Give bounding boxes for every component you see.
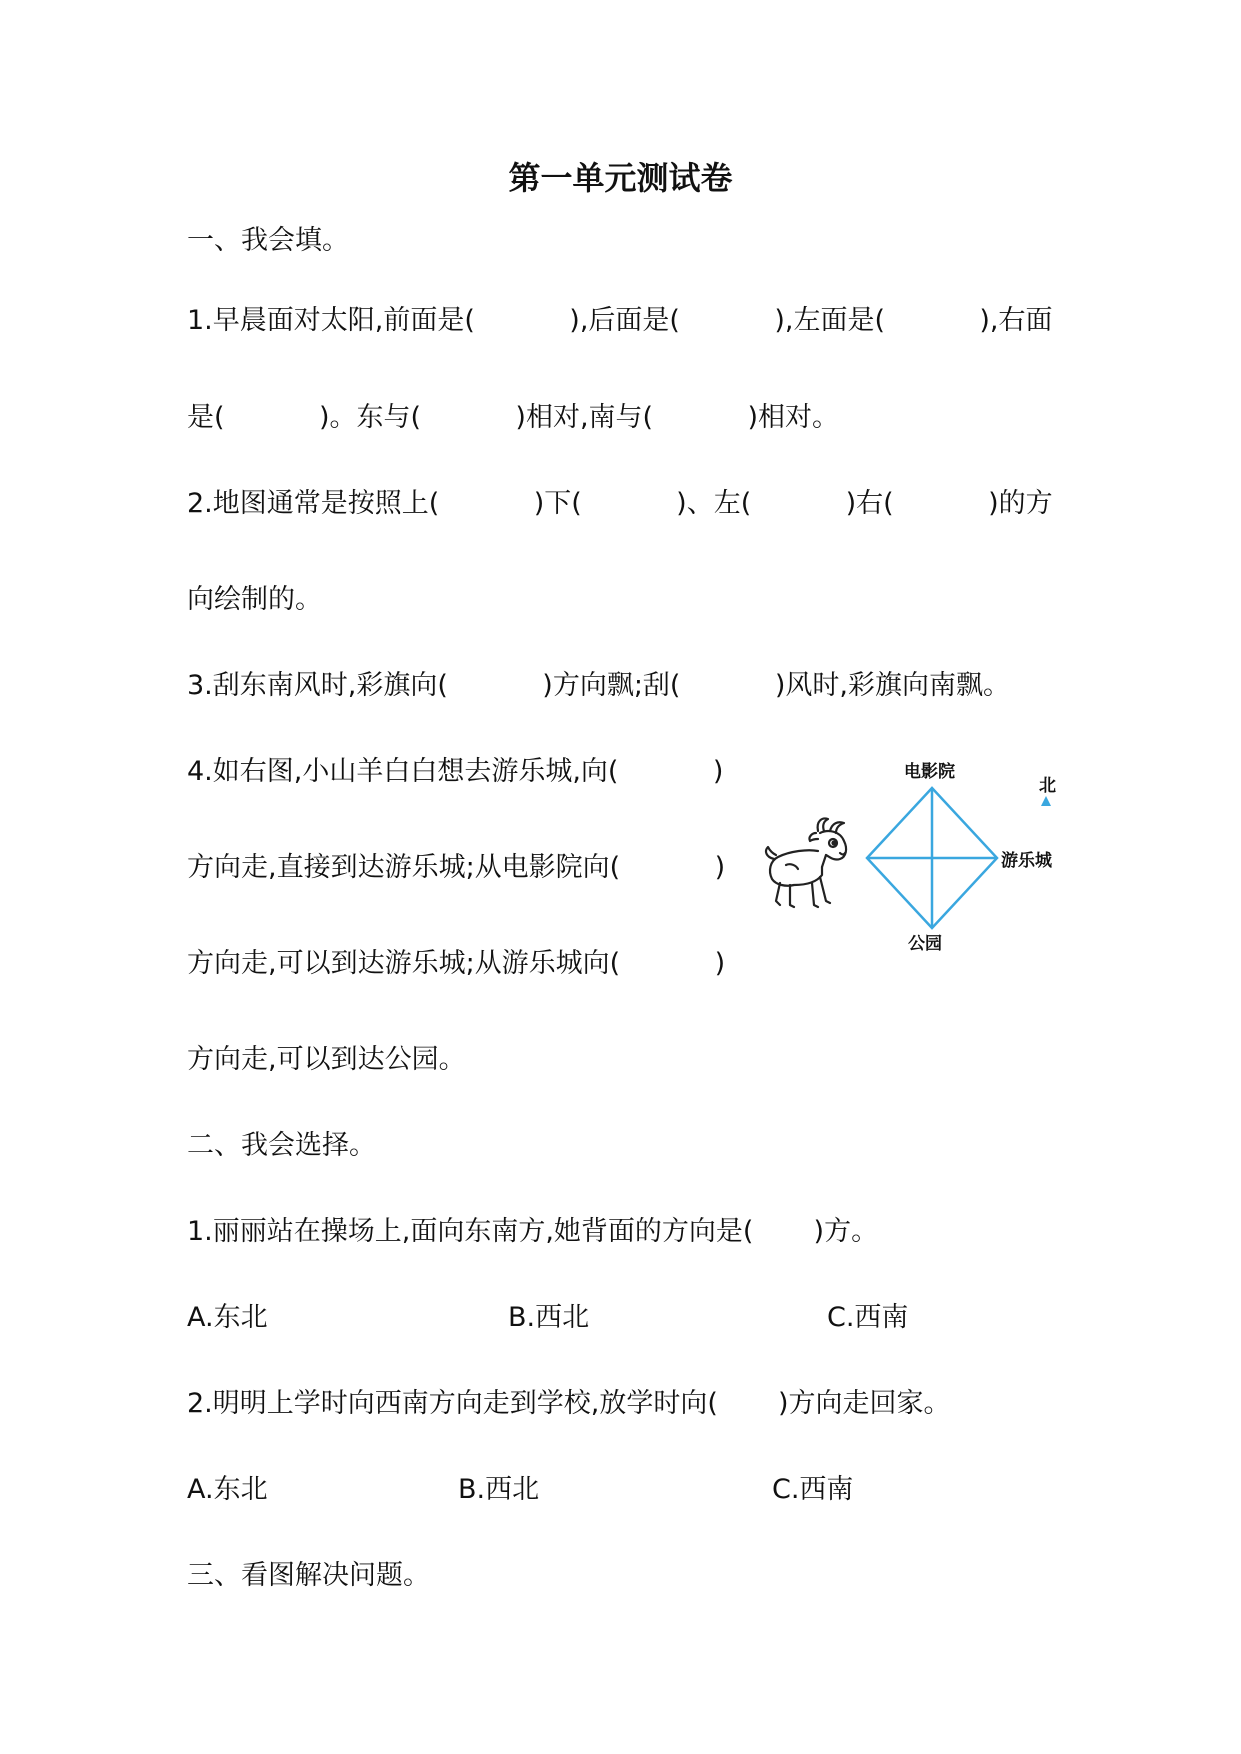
s2-q1-option-b: B.西北 [508, 1302, 590, 1333]
s2-q2-option-a: A.东北 [187, 1474, 268, 1505]
s2-q1-text: 1.丽丽站在操场上,面向东南方,她背面的方向是( )方。 [187, 1216, 879, 1247]
q2-line2: 向绘制的。 [187, 584, 322, 615]
s2-q2-text: 2.明明上学时向西南方向走到学校,放学时向( )方向走回家。 [187, 1388, 951, 1419]
q4-line2: 方向走,直接到达游乐城;从电影院向( ) [187, 852, 726, 883]
section2-heading: 二、我会选择。 [187, 1130, 376, 1161]
q4-line3: 方向走,可以到达游乐城;从游乐城向( ) [187, 948, 726, 979]
q3-line1: 3.刮东南风时,彩旗向( )方向飘;刮( )风时,彩旗向南飘。 [187, 670, 1010, 701]
map-label-amusement: 游乐城 [1001, 851, 1052, 871]
q1-line1: 1.早晨面对太阳,前面是( ),后面是( ),左面是( ),右面 [187, 305, 1053, 336]
north-arrow-icon [1041, 796, 1051, 806]
s2-q1-option-c: C.西南 [827, 1302, 909, 1333]
map-label-park: 公园 [908, 934, 942, 954]
q1-line2: 是( )。东与( )相对,南与( )相对。 [187, 402, 840, 433]
map-label-north: 北 [1039, 776, 1056, 796]
s2-q1-option-a: A.东北 [187, 1302, 268, 1333]
map-label-cinema: 电影院 [904, 762, 955, 782]
s2-q2-option-c: C.西南 [772, 1474, 854, 1505]
s2-q2-option-b: B.西北 [458, 1474, 540, 1505]
section3-heading: 三、看图解决问题。 [187, 1560, 430, 1591]
q4-line1: 4.如右图,小山羊白白想去游乐城,向( ) [187, 756, 724, 787]
page-title: 第一单元测试卷 [508, 159, 733, 197]
goat-illustration [760, 815, 860, 920]
q2-line1: 2.地图通常是按照上( )下( )、左( )右( )的方 [187, 488, 1053, 519]
section1-heading: 一、我会填。 [187, 225, 349, 256]
q4-line4: 方向走,可以到达公园。 [187, 1044, 466, 1075]
